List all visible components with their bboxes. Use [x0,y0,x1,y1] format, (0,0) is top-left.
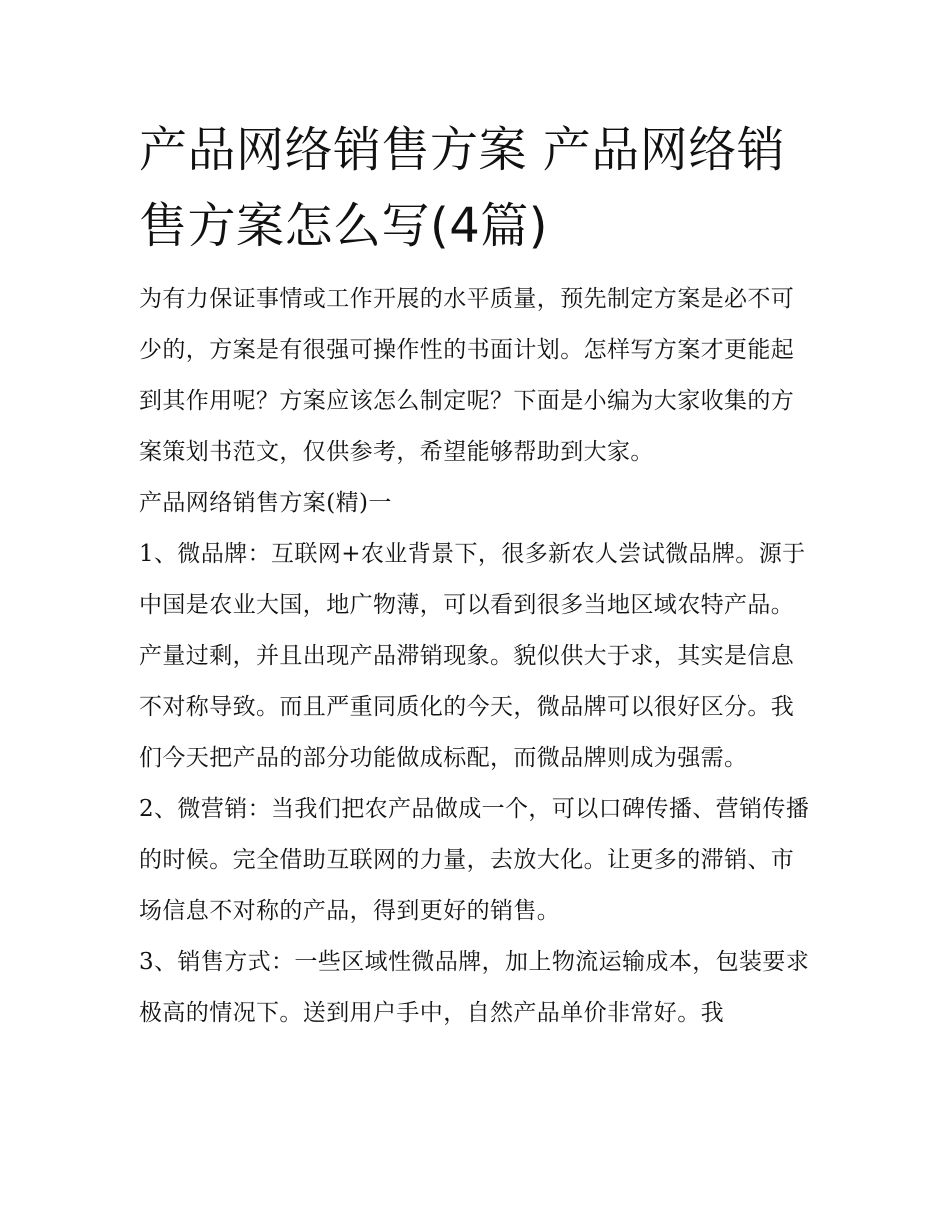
list-item-2: 2、微营销：当我们把农产品做成一个，可以口碑传播、营销传播的时候。完全借助互联网的力量，去放大化。让更多的滞销、市场信息不对称的产品，得到更好的销售。 [139,796,810,924]
section-heading: 产品网络销售方案(精)一 [139,490,392,516]
document-page [139,112,815,1039]
intro-paragraph: 为有力保证事情或工作开展的水平质量，预先制定方案是必不可少的，方案是有很强可操作性的书面计划。怎样写方案才更能起到其作用呢？方案应该怎么制定呢？下面是小编为大家收集的方案策划书范文，仅供参考，希望能够帮助到大家。 [139,286,795,465]
list-item-3: 3、销售方式：一些区域性微品牌，加上物流运输成本，包装要求极高的情况下。送到用户手中，自然产品单价非常好。我 [139,949,810,1026]
document-title: 产品网络销售方案 产品网络销售方案怎么写(4篇) [139,122,786,254]
document-body [139,274,815,1039]
list-item-1: 1、微品牌：互联网+农业背景下，很多新农人尝试微品牌。源于中国是农业大国，地广物薄，可以看到很多当地区域农特产品。产量过剩，并且出现产品滞销现象。貌似供大于求，其实是信息不对称导致。而且严重同质化的今天，微品牌可以很好区分。我们今天把产品的部分功能做成标配，而微品牌则成为强需。 [139,541,806,771]
